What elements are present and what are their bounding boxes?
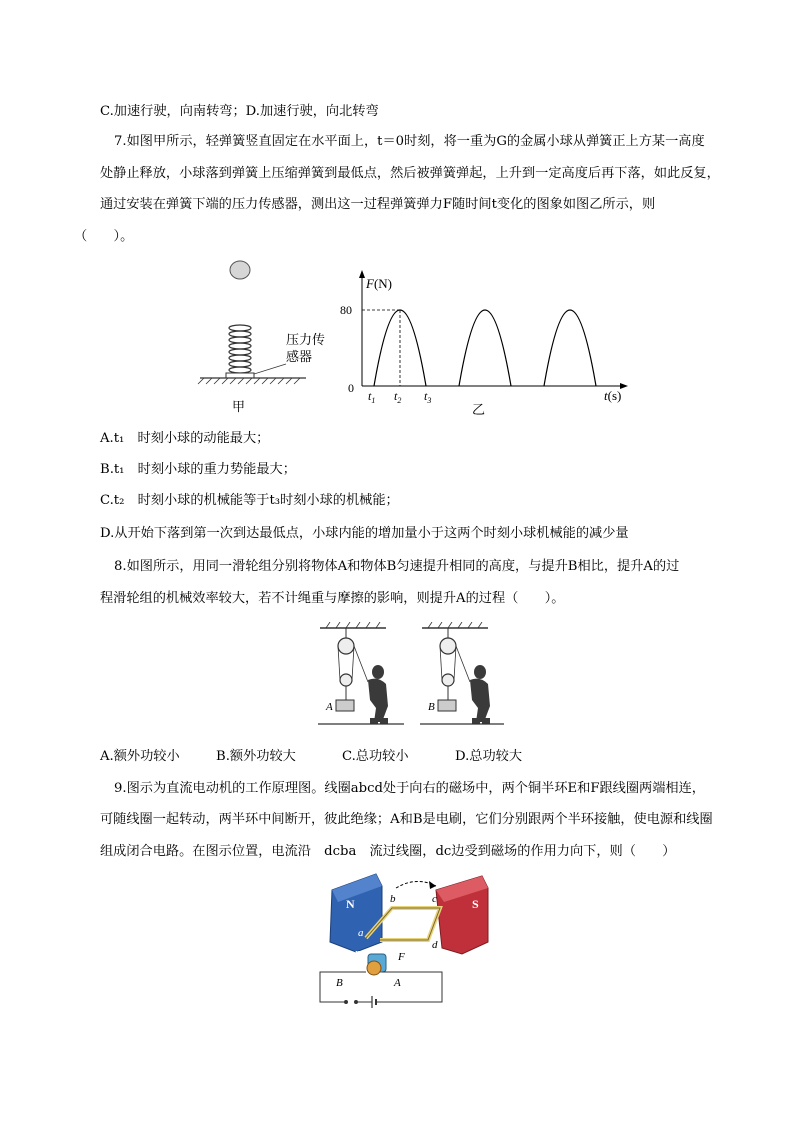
q7-option-a: A.t₁ 时刻小球的动能最大； [100, 431, 270, 446]
switch [345, 1001, 358, 1004]
figure-dc-motor [316, 868, 496, 1010]
ground-hatch [198, 378, 300, 384]
q7-stem-line-2: 处静止释放，小球落到弹簧上压缩弹簧到最低点，然后被弹簧弹起，上升到一定高度后再下落，如此反复， [100, 166, 720, 181]
chart-y-axis-arrow [359, 270, 365, 278]
half-ring-e-label: E [354, 949, 361, 961]
q7-stem-line-3: 通过安装在弹簧下端的压力传感器，测出这一过程弹簧弹力F随时间t变化的图象如图乙所示，则 [100, 197, 656, 212]
south-magnet [436, 876, 488, 954]
q9-stem-line-2: 可随线圈一起转动，两半环中间断开，彼此绝缘；A和B是电刷，它们分别跟两个半环接触，使电源和线圈 [100, 812, 713, 827]
half-ring-f-label: F [398, 951, 405, 963]
q7-option-d: D.从开始下落到第一次到达最低点，小球内能的增加量小于这两个时刻小球机械能的减少量 [100, 526, 629, 541]
q8-option-a: A.额外功较小 [100, 749, 180, 764]
spring-coil [229, 325, 251, 373]
q8-option-c: C.总功较小 [342, 749, 409, 764]
chart-y-tick-80: 80 [340, 303, 352, 317]
magnet-s-label: S [472, 897, 479, 911]
pressure-sensor [226, 373, 254, 378]
magnet-n-label: N [346, 897, 355, 911]
q6-options-cd: C.加速行驶，向南转弯；D.加速行驶，向北转弯 [100, 104, 379, 119]
figure-yi-force-chart [336, 262, 636, 418]
sensor-leader-line [254, 364, 286, 374]
object-a-label: A [326, 701, 333, 713]
figure-jia-spring [196, 256, 336, 416]
coil-label-d: d [432, 939, 438, 951]
sensor-label-2: 感器 [286, 350, 313, 365]
chart-x-tick-t1: $t_1$ [368, 389, 376, 405]
object-b-label: B [428, 701, 435, 713]
north-magnet [330, 874, 382, 952]
q7-option-b: B.t₁ 时刻小球的重力势能最大； [100, 462, 296, 477]
battery [356, 996, 376, 1008]
coil-label-b: b [390, 893, 396, 905]
brush-a-label: A [394, 977, 401, 989]
figure-pulley-systems [316, 622, 506, 734]
force-pulse-2 [459, 310, 511, 386]
q8-option-b: B.额外功较大 [216, 749, 296, 764]
worker-a [368, 665, 388, 724]
chart-x-tick-t2: $t_2$ [394, 389, 402, 405]
q7-option-c: C.t₂ 时刻小球的机械能等于t₃时刻小球的机械能； [100, 493, 399, 508]
q8-stem-line-1: 8.如图所示，用同一滑轮组分别将物体A和物体B匀速提升相同的高度，与提升B相比，提升A的过 [114, 559, 680, 574]
q7-stem-line-1: 7.如图甲所示，轻弹簧竖直固定在水平面上，t＝0时刻，将一重为G的金属小球从弹簧正上方某一高度 [114, 134, 705, 149]
pulley-system-b [420, 622, 504, 724]
figure-yi-label: 乙 [472, 403, 486, 418]
q7-stem-line-4: （ ）。 [74, 229, 134, 244]
figure-jia-label: 甲 [232, 400, 246, 415]
brush-b-label: B [336, 977, 343, 989]
q9-stem-line-3: 组成闭合电路。在图示位置，电流沿 dcba 流过线圈，dc边受到磁场的作用力向下，则（ ） [100, 844, 676, 859]
q8-stem-line-2: 程滑轮组的机械效率较大，若不计绳重与摩擦的影响，则提升A的过程（ ）。 [100, 591, 565, 606]
metal-ball [230, 261, 250, 279]
worker-b [470, 665, 490, 724]
q8-option-d: D.总功较大 [455, 749, 523, 764]
sensor-label-1: 压力传 [286, 333, 326, 348]
chart-x-axis-label: t(s) [604, 388, 622, 403]
chart-origin-label: 0 [348, 381, 354, 395]
force-pulse-3 [544, 310, 596, 386]
coil-label-c: c [432, 893, 437, 905]
chart-y-axis-label: F(N) [366, 276, 392, 291]
q9-stem-line-1: 9.图示为直流电动机的工作原理图。线圈abcd处于向右的磁场中，两个铜半环E和F跟线圈两端相连， [114, 781, 705, 796]
chart-x-tick-t3: $t_3$ [424, 389, 432, 405]
chart-series-pulses [374, 310, 596, 386]
pulley-system-a [318, 622, 404, 724]
coil-label-a: a [358, 927, 364, 939]
